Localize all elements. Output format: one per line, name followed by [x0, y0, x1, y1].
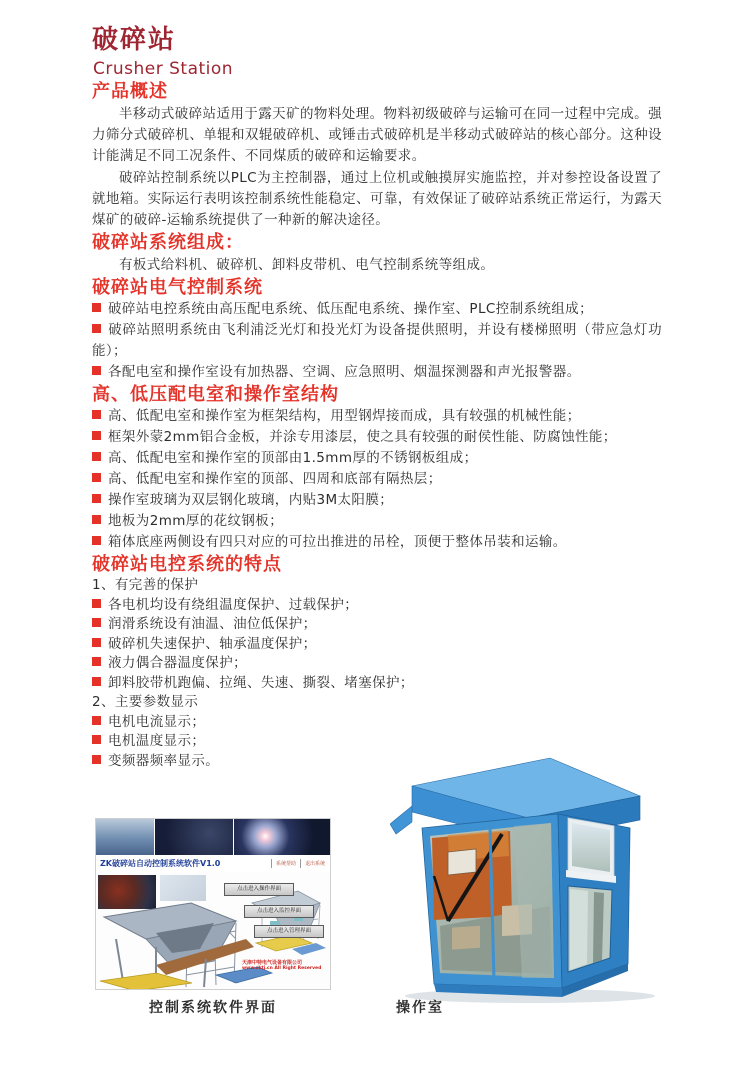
bullet-text: 地板为2mm厚的花纹钢板； [108, 513, 284, 529]
bullet-square-icon [92, 410, 101, 419]
bullet-text: 破碎站电控系统由高压配电系统、低压配电系统、操作室、PLC控制系统组成； [108, 301, 593, 317]
coal-flare-photo [234, 819, 331, 855]
features-bullet [92, 713, 662, 733]
electrical-bullet [92, 320, 662, 362]
software-menu [271, 859, 329, 868]
section-heading-structure: 高、低压配电室和操作室结构 [92, 384, 339, 405]
faint-machinery-photo [160, 875, 206, 901]
bullet-text: 箱体底座两侧设有四只对应的可拉出推进的吊栓，顶便于整体吊装和运输。 [108, 534, 567, 550]
bullet-text: 各电机均设有绕组温度保护、过载保护； [108, 596, 359, 613]
section-heading-overview: 产品概述 [92, 81, 168, 102]
bullet-text: 破碎机失速保护、轴承温度保护； [108, 635, 317, 652]
bullet-square-icon [92, 324, 101, 333]
bullet-text: 液力偶合器温度保护； [108, 655, 247, 671]
bullet-text: 润滑系统设有油温、油位低保护； [108, 616, 317, 632]
bullet-text: 变频器频率显示。 [108, 752, 220, 769]
bullet-square-icon [92, 716, 101, 725]
bullet-square-icon [92, 494, 101, 503]
bullet-text: 高、低配电室和操作室的顶部由1.5mm厚的不锈钢板组成； [108, 450, 478, 466]
bullet-square-icon [92, 431, 101, 440]
bullet-square-icon [92, 536, 101, 545]
software-entry-button: 点击进入管理界面 [254, 925, 324, 938]
section-heading-features: 破碎站电控系统的特点 [92, 554, 282, 575]
structure-bullet [92, 448, 662, 469]
bullet-text: 电机温度显示； [108, 733, 206, 749]
structure-bullet [92, 490, 662, 511]
software-footer-text [242, 960, 330, 972]
features-bullet [92, 615, 662, 635]
structure-bullet [92, 469, 662, 490]
bullet-text: 卸料胶带机跑偏、拉绳、失速、撕裂、堵塞保护； [108, 674, 414, 691]
features-subheading-2: 2、主要参数显示 [92, 694, 199, 710]
software-copyright-line: www.zktj.cn All Right Reserved [242, 966, 322, 971]
structure-bullet [92, 511, 662, 532]
cabin-figure-caption: 操作室 [396, 1000, 444, 1016]
structure-bullet [92, 532, 662, 553]
bullet-text: 操作室玻璃为双层钢化玻璃，内贴3M太阳膜； [108, 492, 394, 508]
software-title-bar [96, 855, 331, 872]
bullet-square-icon [92, 473, 101, 482]
bullet-text: 各配电室和操作室设有加热器、空调、应急照明、烟温探测器和声光报警器。 [108, 364, 581, 380]
features-bullet [92, 674, 662, 694]
operator-cabin-photo [390, 756, 722, 1006]
bullet-square-icon [92, 657, 101, 666]
structure-bullet [92, 406, 662, 427]
bullet-square-icon [92, 452, 101, 461]
electrical-bullet [92, 362, 662, 383]
features-bullet [92, 635, 662, 655]
features-bullet [92, 732, 662, 752]
bullet-square-icon [92, 599, 101, 608]
factory-photo [96, 819, 154, 855]
bullet-square-icon [92, 515, 101, 524]
bullet-square-icon [92, 735, 101, 744]
bullet-square-icon [92, 638, 101, 647]
software-screenshot-figure [95, 818, 331, 990]
composition-text: 有板式给料机、破碎机、卸料皮带机、电气控制系统等组成。 [119, 257, 495, 273]
software-figure-caption: 控制系统软件界面 [149, 1000, 277, 1016]
bullet-text: 高、低配电室和操作室的顶部、四周和底部有隔热层； [108, 471, 442, 487]
software-menu-button: 退出系统 [300, 859, 329, 868]
bullet-text: 电机电流显示； [108, 713, 206, 730]
bullet-square-icon [92, 303, 101, 312]
software-entry-button: 点击进入操作界面 [224, 883, 294, 896]
bullet-square-icon [92, 677, 101, 686]
document-body [92, 80, 662, 771]
bullet-square-icon [92, 755, 101, 764]
software-menu-button: 系统帮助 [271, 859, 300, 868]
structure-bullet [92, 427, 662, 448]
overview-paragraph-1: 半移动式破碎站适用于露天矿的物料处理。物料初级破碎与运输可在同一过程中完成。强力筛分式破碎机、单辊和双辊破碎机、或锤击式破碎机是半移动式破碎站的核心部分。这种设计能满足不同工况条件、不同煤质的破碎和运输要求。 [92, 106, 662, 164]
software-entry-button: 点击进入监控界面 [244, 905, 314, 918]
coal-photo [155, 819, 233, 855]
photo-collage-strip [96, 819, 331, 855]
features-bullet [92, 596, 662, 616]
features-subheading-1: 1、有完善的保护 [92, 577, 199, 593]
software-window-title: ZK破碎站自动控制系统软件V1.0 [100, 859, 221, 868]
bullet-square-icon [92, 618, 101, 627]
bullet-text: 框架外蒙2mm铝合金板，并涂专用漆层，使之具有较强的耐侯性能、防腐蚀性能； [108, 429, 617, 445]
page-subtitle: Crusher Station [93, 59, 234, 79]
page-title: 破碎站 [92, 25, 177, 55]
overview-paragraph-2: 破碎站控制系统以PLC为主控制器，通过上位机或触摸屏实施监控，并对参控设备设置了就地箱。实际运行表明该控制系统性能稳定、可靠，有效保证了破碎站系统正常运行，为露天煤矿的破碎-运输系统提供了一种新的解决途径。 [92, 170, 662, 228]
section-heading-electrical: 破碎站电气控制系统 [92, 277, 263, 298]
bullet-text: 破碎站照明系统由飞利浦泛光灯和投光灯为设备提供照明，并设有楼梯照明（带应急灯功能）； [92, 322, 662, 359]
bullet-text: 高、低配电室和操作室为框架结构，用型钢焊接而成，具有较强的机械性能； [108, 408, 581, 424]
software-company-line: 天津中特电气设备有限公司 [242, 960, 303, 966]
electrical-bullet [92, 299, 662, 320]
features-bullet [92, 654, 662, 674]
bullet-square-icon [92, 366, 101, 375]
section-heading-composition: 破碎站系统组成： [92, 232, 244, 253]
